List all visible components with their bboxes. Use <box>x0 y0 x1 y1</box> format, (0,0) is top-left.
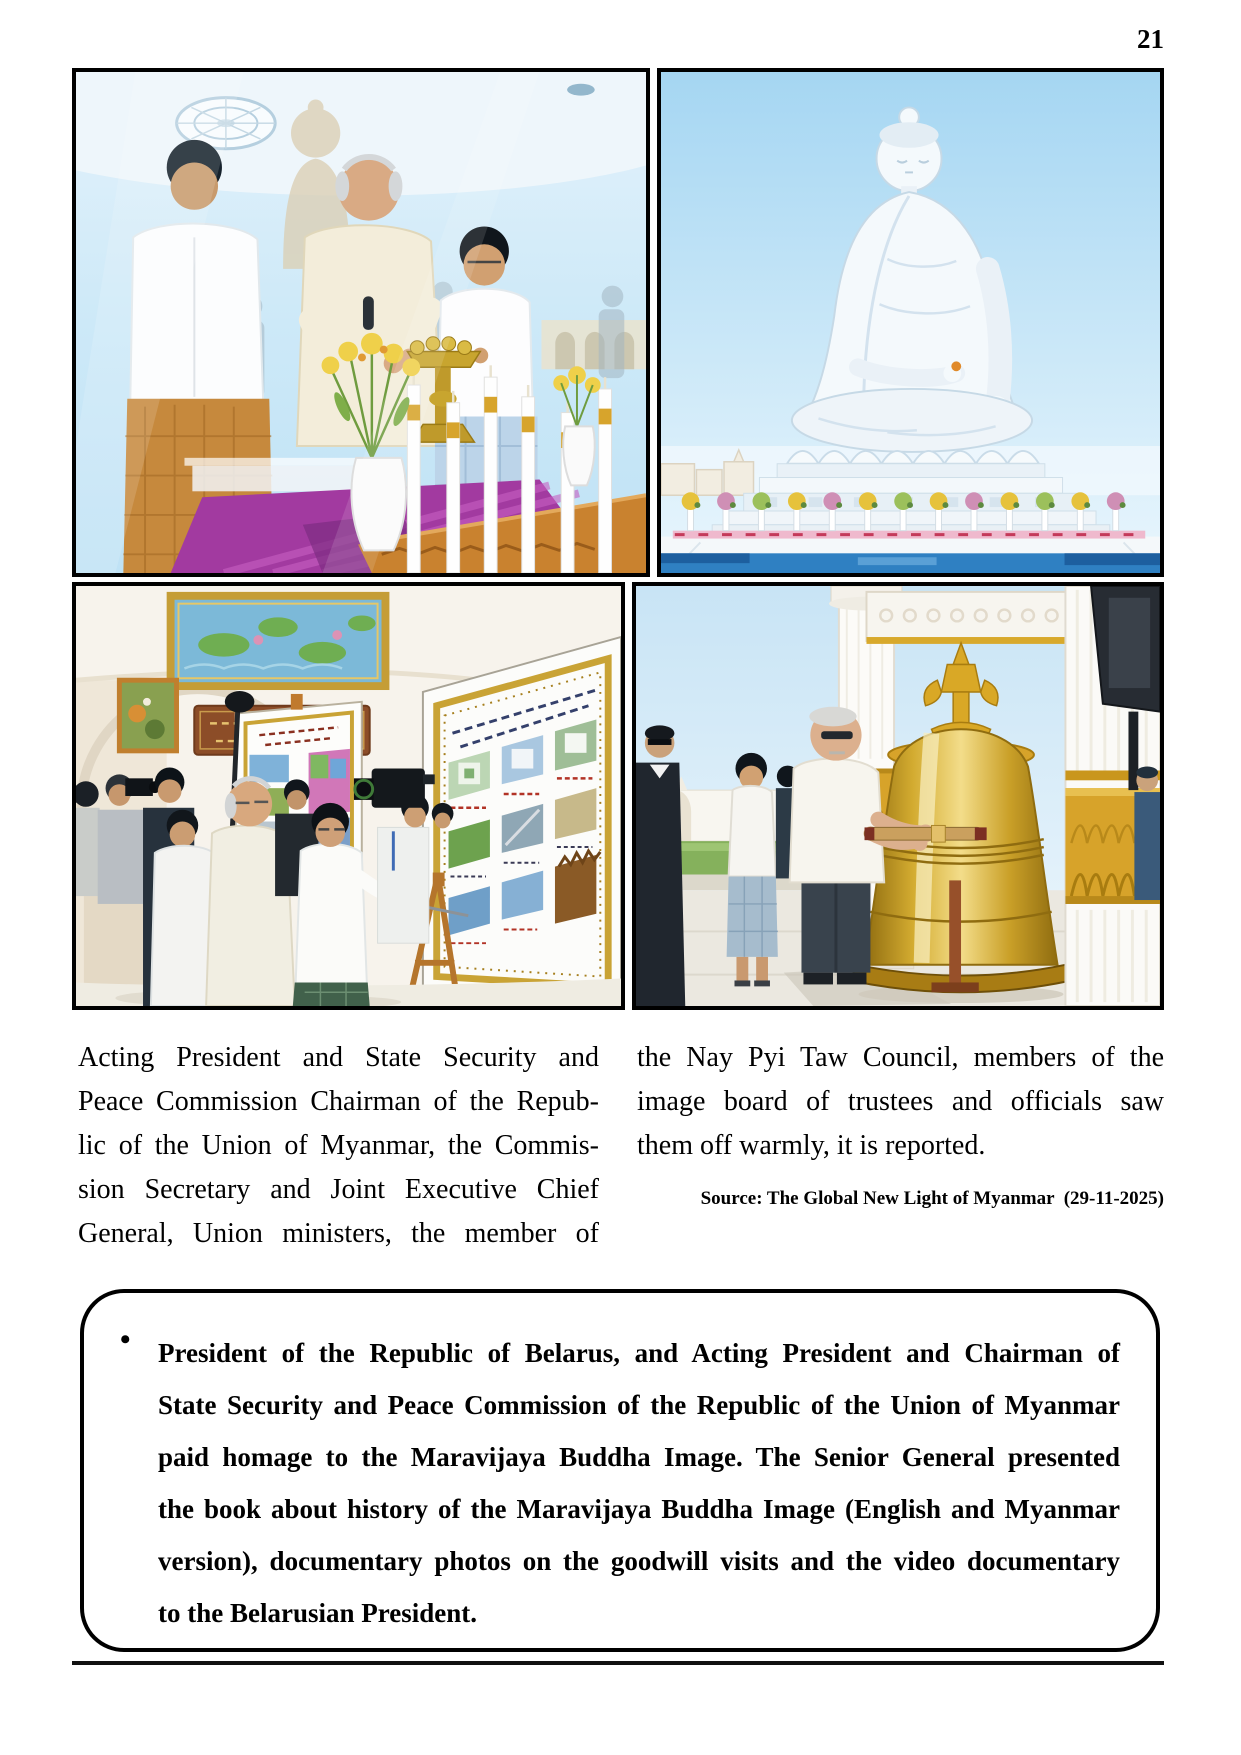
main-display-board <box>423 637 621 1006</box>
bell-stand <box>949 880 961 988</box>
summary-text-line: State Security and Peace Commission of the Republic of the Union of Myanmar <box>158 1390 1120 1420</box>
summary-text-line: paid homage to the Maravijaya Buddha Image. The Senior General presented <box>158 1442 1120 1472</box>
photo-display-boards-art <box>76 586 621 1006</box>
summary-box <box>80 1289 1160 1652</box>
article-text-line: them off warmly, it is reported. <box>637 1130 986 1161</box>
article-text-line: lic of the Union of Myanmar, the Commis- <box>78 1130 599 1161</box>
article-text-line: General, Union ministers, the member of <box>78 1218 599 1249</box>
photo-maravijaya-buddha <box>657 68 1164 577</box>
article-text-line: Peace Commission Chairman of the Repub- <box>78 1086 599 1117</box>
glass-table-edge <box>184 458 381 466</box>
article-right-column <box>637 1036 1164 1210</box>
ceiling-vent <box>567 84 595 96</box>
small-painting <box>119 680 176 751</box>
article-text-line: sion Secretary and Joint Executive Chief <box>78 1174 599 1205</box>
photo-candle-offering-art <box>76 72 646 573</box>
source-attribution: Source: The Global New Light of Myanmar (29-11-2025) <box>700 1188 1164 1209</box>
article-text-line: image board of trustees and officials saw <box>637 1086 1164 1117</box>
bullet-icon: • <box>120 1323 131 1356</box>
photo-maravijaya-buddha-art <box>661 72 1160 573</box>
security-guard <box>636 725 685 1006</box>
wooden-striker <box>865 825 987 842</box>
pavilion-reflection <box>541 320 646 369</box>
article-text-line: Acting President and State Security and <box>78 1042 599 1073</box>
photo-golden-bell <box>632 582 1164 1010</box>
article-left-column <box>78 1036 599 1256</box>
summary-text-line: to the Belarusian President. <box>158 1598 477 1628</box>
framed-painting <box>171 596 386 686</box>
footer-rule <box>72 1661 1164 1665</box>
beam <box>866 592 1073 644</box>
photo-candle-offering <box>72 68 650 577</box>
article-text-line: the Nay Pyi Taw Council, members of the <box>637 1042 1164 1073</box>
photo-golden-bell-art <box>636 586 1160 1006</box>
photo-display-boards <box>72 582 625 1010</box>
page-number: 21 <box>1137 24 1164 54</box>
summary-text-line: version), documentary photos on the goodwill visits and the video documentary <box>158 1546 1120 1576</box>
summary-text <box>158 1327 1120 1639</box>
pink-carpet <box>673 531 1145 539</box>
summary-text-line: President of the Republic of Belarus, and Acting President and Chairman of <box>158 1338 1120 1368</box>
summary-text-line: the book about history of the Maravijaya Buddha Image (English and Myanmar <box>158 1494 1120 1524</box>
